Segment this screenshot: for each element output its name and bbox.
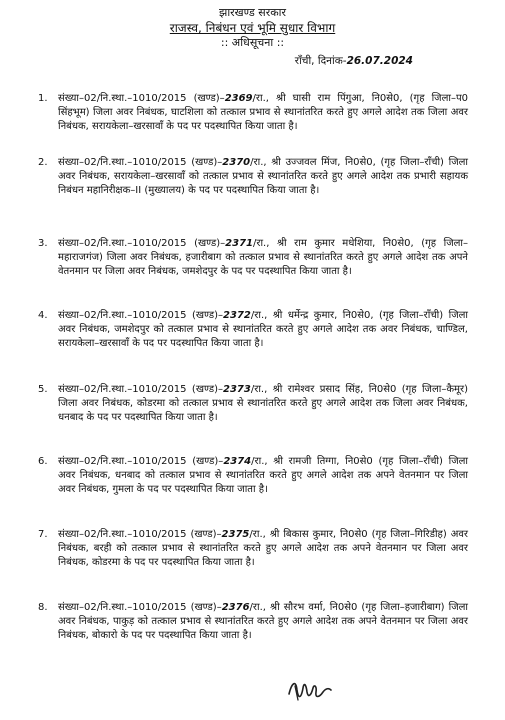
item-number: 5. — [38, 384, 48, 395]
item-number: 3. — [38, 238, 48, 249]
notification-item — [38, 92, 468, 156]
order-text: /रा., श्री बिकास कुमार, नि0से0 (गृह जिला–गिरिडीह) अवर निबंधक, बरही को तत्काल प्रभाव से स्थानांतरित करते हुए अगले आदेश तक अपने वेतनमान पर जिला अवर निबंधक, कोडरमा के पद पर पदस्थापित किया जाता है। — [58, 529, 468, 569]
order-reference: संख्या–02/नि.स्था.–1010/2015 (खण्ड)– — [58, 384, 224, 395]
order-text: /रा., श्री धर्मेन्द्र कुमार, नि0से0, (गृह जिला–राँची) जिला अवर निबंधक, जमशेदपुर को तत्काल प्रभाव से स्थानांतरित करते हुए अगले आदेश तक अवर निबंधक, चाण्डिल, सरायकेला–खरसावाँ के पद पर पदस्थापित किया जाता है। — [58, 310, 468, 350]
order-reference: संख्या–02/नि.स्था.–1010/2015 (खण्ड)– — [58, 310, 224, 321]
notification-item — [38, 601, 468, 673]
date-value: 26.07.2024 — [346, 55, 413, 67]
place-label: राँची, दिनांक- — [294, 55, 347, 67]
order-reference: संख्या–02/नि.स्था.–1010/2015 (खण्ड)– — [58, 529, 222, 540]
notification-item — [38, 156, 468, 237]
notification-item — [38, 455, 468, 528]
order-text: /रा., श्री राम कुमार मधेशिया, नि0से0, (गृह जिला–महाराजगंज) जिला अवर निबंधक, हजारीबाग को तत्काल प्रभाव से स्थानांतरित करते हुए अगले आदेश तक अपने वेतनमान पर जिला अवर निबंधक, जमशेदपुर के पद पर पदस्थापित किया जाता है। — [58, 238, 468, 278]
notification-item — [38, 237, 468, 309]
item-number: 4. — [38, 310, 48, 321]
document-header — [0, 6, 505, 50]
notification-item — [38, 309, 468, 383]
memo-number: 2374 — [223, 456, 252, 467]
memo-number: 2370 — [222, 157, 251, 168]
signature-image — [286, 676, 334, 704]
order-reference: संख्या–02/नि.स्था.–1010/2015 (खण्ड)– — [58, 238, 226, 249]
memo-number: 2375 — [221, 529, 250, 540]
order-reference: संख्या–02/नि.स्था.–1010/2015 (खण्ड)– — [58, 93, 225, 104]
department-name: राजस्व, निबंधन एवं भूमि सुधार विभाग — [169, 21, 336, 35]
order-text: /रा., श्री रामेश्वर प्रसाद सिंह, नि0से0 (गृह जिला–कैमूर) जिला अवर निबंधक, कोडरमा को तत्काल प्रभाव से स्थानांतरित करते हुए अगले आदेश तक जिला अवर निबंधक, धनबाद के पद पर पदस्थापित किया जाता है। — [58, 384, 468, 424]
place-date — [295, 54, 413, 68]
order-text: /रा., श्री रामजी तिग्गा, नि0से0 (गृह जिला–राँची) जिला अवर निबंधक, धनबाद को तत्काल प्रभाव से स्थानांतरित करते हुए अगले आदेश तक अपने वेतनमान पर जिला अवर निबंधक, गुमला के पद पर पदस्थापित किया जाता है। — [58, 456, 468, 496]
memo-number: 2373 — [223, 384, 251, 395]
item-number: 7. — [38, 529, 48, 540]
order-reference: संख्या–02/नि.स्था.–1010/2015 (खण्ड)– — [58, 456, 224, 467]
order-reference: संख्या–02/नि.स्था.–1010/2015 (खण्ड)– — [58, 157, 223, 168]
item-number: 2. — [38, 157, 48, 168]
memo-number: 2369 — [224, 93, 253, 104]
notification-item — [38, 528, 468, 601]
order-text: /रा., श्री घासी राम पिंगुआ, नि0से0, (गृह जिला–प0 सिंहभूम) जिला अवर निबंधक, घाटशिला को तत्काल प्रभाव से स्थानांतरित करते हुए अगले आदेश तक जिला अवर निबंधक, सरायकेला–खरसावाँ के पद पर पदस्थापित किया जाता है। — [58, 93, 468, 133]
government-name: झारखण्ड सरकार — [219, 6, 286, 19]
memo-number: 2376 — [221, 602, 250, 613]
notification-title: :: अधिसूचना :: — [220, 36, 285, 49]
notification-list — [38, 92, 468, 673]
memo-number: 2372 — [223, 310, 251, 321]
order-text: /रा., श्री सौरभ वर्मा, नि0से0 (गृह जिला–हजारीबाग) जिला अवर निबंधक, पाकुड़ को तत्काल प्रभाव से स्थानांतरित करते हुए अगले आदेश तक अपने वेतनमान पर जिला अवर निबंधक, बोकारो के पद पर पदस्थापित किया जाता है। — [58, 602, 468, 642]
item-number: 8. — [38, 602, 48, 613]
item-number: 1. — [38, 93, 48, 104]
memo-number: 2371 — [225, 238, 253, 249]
order-text: /रा., श्री उज्जवल मिंज, नि0से0, (गृह जिला–राँची) जिला अवर निबंधक, सरायकेला–खरसावाँ को तत्काल प्रभाव से स्थानांतरित करते हुए अगले आदेश तक प्रभारी सहायक निबंधन महानिरीक्षक–II (मुख्यालय) के पद पर पदस्थापित किया जाता है। — [58, 157, 468, 197]
item-number: 6. — [38, 456, 48, 467]
order-reference: संख्या–02/नि.स्था.–1010/2015 (खण्ड)– — [58, 602, 222, 613]
notification-item — [38, 383, 468, 455]
